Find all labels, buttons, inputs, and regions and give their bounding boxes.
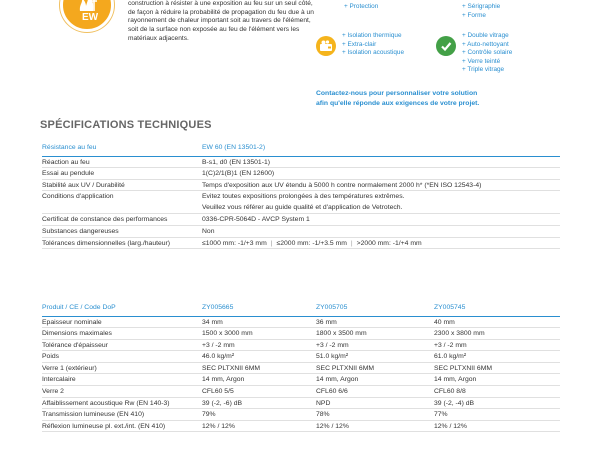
product-label: Verre 1 (extérieur) [42, 362, 202, 374]
product-value: CFL60 6/6 [316, 386, 434, 398]
spec-value: 0336-CPR-5064D - AVCP System 1 [202, 214, 560, 226]
product-value: CFL60 8/8 [434, 386, 560, 398]
tolerance-values [202, 237, 560, 249]
table-row [42, 179, 560, 191]
table-row [42, 226, 560, 238]
tolerance-value: ≤1000 mm: -1/+3 mm [202, 239, 267, 247]
spec-label: Certificat de constance des performances [42, 214, 202, 226]
ew-badge [60, 0, 114, 32]
product-label: Réflexion lumineuse pl. ext./int. (EN 410) [42, 420, 202, 432]
product-value: 12% / 12% [316, 420, 434, 432]
fire-class-description: construction à résister à une exposition au feu sur un seul côté, de façon à réduire la probabilité de propagation du feu due à un rayonnement de chaleur important soit au travers de l'élément, soit de la surface non exposée au feu de l'élément vers les matériaux adjacents. [128, 0, 314, 42]
product-value: 1500 x 3000 mm [202, 328, 316, 340]
divider: | [270, 239, 273, 247]
product-value: 77% [434, 409, 560, 421]
feature-item: + Protection [344, 3, 378, 12]
feature-list-top-right [462, 3, 500, 20]
feature-item: + Isolation thermique [342, 32, 404, 41]
table-row [42, 362, 560, 374]
product-value: +3 / -2 mm [316, 339, 434, 351]
spec-label: Stabilité aux UV / Durabilité [42, 179, 202, 191]
product-code: ZY005665 [202, 304, 316, 316]
feature-list-top-left [344, 3, 378, 12]
table-row [42, 156, 560, 168]
product-value: 46.0 kg/m² [202, 351, 316, 363]
contact-line-1: Contactez-nous pour personnaliser votre solution [316, 90, 478, 97]
feature-item: + Double vitrage [462, 32, 512, 41]
spec-value: Non [202, 226, 560, 238]
product-label: Dimensions maximales [42, 328, 202, 340]
product-label: Tolérance d'épaisseur [42, 339, 202, 351]
spec-value: Veuillez vous référer au guide qualité et d'application de Vetrotech. [202, 202, 560, 214]
spec-label: Conditions d'application [42, 193, 114, 201]
table-row [42, 420, 560, 432]
table-row [42, 316, 560, 328]
feature-item: + Sérigraphie [462, 3, 500, 12]
divider: | [350, 239, 353, 247]
product-value: 34 mm [202, 316, 316, 328]
product-code: ZY005745 [434, 304, 560, 316]
spec-value: 1(C)2/1(B)1 (EN 12600) [202, 168, 560, 180]
product-label: Poids [42, 351, 202, 363]
spec-label: Tolérances dimensionnelles (larg./hauteur) [42, 237, 202, 249]
product-label: Epaisseur nominale [42, 316, 202, 328]
product-value: CFL60 5/5 [202, 386, 316, 398]
product-value: 40 mm [434, 316, 560, 328]
product-value: +3 / -2 mm [202, 339, 316, 351]
products-header-label: Produit / CE / Code DoP [42, 304, 202, 316]
product-code: ZY005705 [316, 304, 434, 316]
table-row [42, 339, 560, 351]
product-value: NPD [316, 397, 434, 409]
feature-item: + Auto-nettoyant [462, 41, 512, 50]
table-row [42, 168, 560, 180]
product-label: Affaiblissement acoustique Rw (EN 140-3) [42, 397, 202, 409]
product-value: +3 / -2 mm [434, 339, 560, 351]
spec-value: B-s1, d0 (EN 13501-1) [202, 156, 560, 168]
table-row [42, 386, 560, 398]
spec-label: Substances dangereuses [42, 226, 202, 238]
feature-item: + Isolation acoustique [342, 49, 404, 58]
product-label: Verre 2 [42, 386, 202, 398]
top-section [0, 0, 600, 120]
table-row [42, 351, 560, 363]
badge-label: EW [81, 12, 99, 23]
product-value: 39 (-2, -6) dB [202, 397, 316, 409]
table-row [42, 409, 560, 421]
table-row [42, 214, 560, 226]
product-value: SEC PLTXNII 6MM [316, 362, 434, 374]
contact-note [316, 89, 556, 108]
specs-header-row [42, 144, 560, 156]
table-row [42, 374, 560, 386]
tolerance-value: >2000 mm: -1/+4 mm [356, 239, 422, 247]
product-value: 14 mm, Argon [316, 374, 434, 386]
feature-item: + Forme [462, 12, 500, 21]
tolerance-value: ≤2000 mm: -1/+3.5 mm [276, 239, 347, 247]
product-value: 1800 x 3500 mm [316, 328, 434, 340]
product-value: 14 mm, Argon [434, 374, 560, 386]
products-table [42, 304, 560, 432]
table-row [42, 202, 560, 214]
feature-list-mid-right [462, 32, 512, 75]
product-value: 12% / 12% [434, 420, 560, 432]
feature-item: + Verre teinté [462, 58, 512, 67]
spec-label: Essai au pendule [42, 168, 202, 180]
spec-value: Evitez toutes expositions prolongées à des températures extrêmes. [202, 193, 405, 201]
product-value: SEC PLTXNII 6MM [434, 362, 560, 374]
product-value: 78% [316, 409, 434, 421]
product-value: 79% [202, 409, 316, 421]
table-row [42, 397, 560, 409]
contact-line-2: afin qu'elle réponde aux exigences de votre projet. [316, 99, 480, 107]
product-value: 2300 x 3800 mm [434, 328, 560, 340]
product-value: SEC PLTXNII 6MM [202, 362, 316, 374]
product-value: 14 mm, Argon [202, 374, 316, 386]
product-label: Intercalaire [42, 374, 202, 386]
table-row [42, 191, 560, 203]
feature-item: + Triple vitrage [462, 66, 512, 75]
product-value: 51.0 kg/m² [316, 351, 434, 363]
specs-header-label: Résistance au feu [42, 144, 202, 156]
product-value: 39 (-2, -4) dB [434, 397, 560, 409]
wallet-coins-icon [316, 36, 336, 56]
specs-header-value: EW 60 (EN 13501-2) [202, 144, 560, 156]
table-row [42, 328, 560, 340]
check-circle-icon [436, 36, 456, 56]
section-title: SPÉCIFICATIONS TECHNIQUES [40, 119, 212, 131]
table-row [42, 237, 560, 249]
product-label: Transmission lumineuse (EN 410) [42, 409, 202, 421]
products-header-row [42, 304, 560, 316]
spec-value: Temps d'exposition aux UV étendu à 5000 h contre normalement 2000 h* (*EN ISO 12543-4) [202, 179, 560, 191]
spec-label: Réaction au feu [42, 156, 202, 168]
feature-item: + Contrôle solaire [462, 49, 512, 58]
product-value: 36 mm [316, 316, 434, 328]
product-value: 12% / 12% [202, 420, 316, 432]
spec-label [42, 202, 202, 214]
feature-item: + Extra-clair [342, 41, 404, 50]
product-value: 61.0 kg/m² [434, 351, 560, 363]
specs-table [42, 144, 560, 249]
feature-list-mid-left [342, 32, 404, 58]
fire-icon [77, 0, 99, 11]
